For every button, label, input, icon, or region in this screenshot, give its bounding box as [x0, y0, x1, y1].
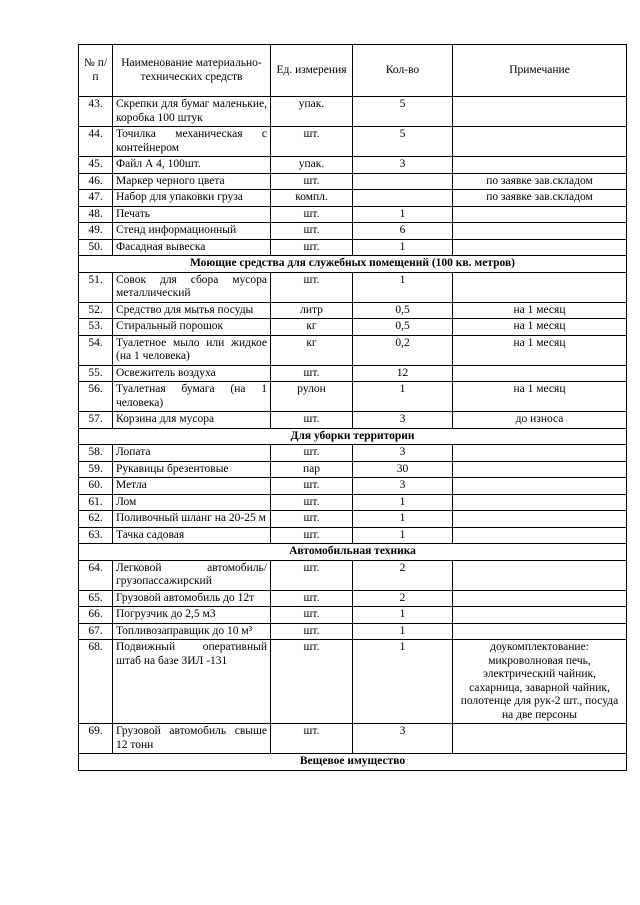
cell-note	[453, 527, 627, 544]
cell-name: Рукавицы брезентовые	[113, 461, 271, 478]
table-row	[79, 724, 627, 754]
cell-name: Подвижный оперативный штаб на базе ЗИЛ -131	[113, 640, 271, 724]
cell-unit: шт.	[271, 560, 353, 590]
cell-unit: упак.	[271, 157, 353, 174]
table-row	[79, 302, 627, 319]
section-row	[79, 754, 627, 771]
cell-note: на 1 месяц	[453, 302, 627, 319]
cell-note: по заявке зав.складом	[453, 173, 627, 190]
cell-qty: 1	[353, 640, 453, 724]
table-row	[79, 97, 627, 127]
cell-num: 52.	[79, 302, 113, 319]
cell-unit: шт.	[271, 511, 353, 528]
cell-name: Погрузчик до 2,5 м3	[113, 607, 271, 624]
cell-qty	[353, 173, 453, 190]
cell-num: 50.	[79, 239, 113, 256]
cell-unit: шт.	[271, 365, 353, 382]
cell-note	[453, 623, 627, 640]
cell-name: Корзина для мусора	[113, 412, 271, 429]
cell-name: Топливозаправщик до 10 м³	[113, 623, 271, 640]
cell-qty: 5	[353, 127, 453, 157]
cell-note	[453, 223, 627, 240]
cell-unit: шт.	[271, 607, 353, 624]
cell-unit: шт.	[271, 590, 353, 607]
cell-qty: 30	[353, 461, 453, 478]
cell-note	[453, 461, 627, 478]
cell-unit: упак.	[271, 97, 353, 127]
cell-qty: 2	[353, 560, 453, 590]
cell-name: Совок для сбора мусора металлический	[113, 272, 271, 302]
cell-num: 46.	[79, 173, 113, 190]
cell-qty: 1	[353, 239, 453, 256]
cell-name: Набор для упаковки груза	[113, 190, 271, 207]
cell-num: 48.	[79, 206, 113, 223]
cell-qty: 1	[353, 272, 453, 302]
header-num: № п/п	[79, 45, 113, 97]
table-header-row	[79, 45, 627, 97]
cell-note	[453, 127, 627, 157]
cell-note	[453, 511, 627, 528]
table-row	[79, 623, 627, 640]
materials-table	[78, 44, 627, 771]
cell-note	[453, 97, 627, 127]
cell-num: 54.	[79, 335, 113, 365]
header-name: Наименование материально-технических средств	[113, 45, 271, 97]
table-row	[79, 365, 627, 382]
cell-num: 58.	[79, 445, 113, 462]
cell-note: на 1 месяц	[453, 319, 627, 336]
cell-qty: 2	[353, 590, 453, 607]
table-row	[79, 190, 627, 207]
table-row	[79, 511, 627, 528]
cell-name: Стиральный порошок	[113, 319, 271, 336]
cell-unit: рулон	[271, 382, 353, 412]
cell-note	[453, 494, 627, 511]
cell-qty	[353, 190, 453, 207]
cell-qty: 1	[353, 494, 453, 511]
cell-unit: шт.	[271, 173, 353, 190]
cell-note	[453, 157, 627, 174]
section-title: Для уборки территории	[79, 428, 627, 445]
cell-name: Лом	[113, 494, 271, 511]
table-row	[79, 590, 627, 607]
table-row	[79, 494, 627, 511]
cell-qty: 1	[353, 511, 453, 528]
cell-unit: пар	[271, 461, 353, 478]
cell-note: на 1 месяц	[453, 335, 627, 365]
table-row	[79, 319, 627, 336]
cell-num: 68.	[79, 640, 113, 724]
cell-unit: шт.	[271, 623, 353, 640]
cell-name: Тачка садовая	[113, 527, 271, 544]
header-note: Примечание	[453, 45, 627, 97]
cell-note	[453, 445, 627, 462]
cell-qty: 3	[353, 412, 453, 429]
cell-num: 51.	[79, 272, 113, 302]
cell-num: 65.	[79, 590, 113, 607]
cell-unit: литр	[271, 302, 353, 319]
cell-note	[453, 239, 627, 256]
cell-name: Лопата	[113, 445, 271, 462]
cell-unit: шт.	[271, 478, 353, 495]
section-title: Моющие средства для служебных помещений (100 кв. метров)	[79, 256, 627, 273]
section-row	[79, 544, 627, 561]
cell-name: Освежитель воздуха	[113, 365, 271, 382]
cell-name: Печать	[113, 206, 271, 223]
table-row	[79, 412, 627, 429]
table-row	[79, 461, 627, 478]
cell-unit: шт.	[271, 724, 353, 754]
table-row	[79, 335, 627, 365]
cell-note	[453, 206, 627, 223]
cell-num: 47.	[79, 190, 113, 207]
cell-num: 55.	[79, 365, 113, 382]
section-row	[79, 256, 627, 273]
table-row	[79, 382, 627, 412]
cell-qty: 1	[353, 607, 453, 624]
table-row	[79, 223, 627, 240]
cell-qty: 1	[353, 206, 453, 223]
cell-name: Грузовой автомобиль свыше 12 тонн	[113, 724, 271, 754]
cell-num: 64.	[79, 560, 113, 590]
cell-num: 49.	[79, 223, 113, 240]
cell-qty: 5	[353, 97, 453, 127]
cell-qty: 1	[353, 527, 453, 544]
cell-unit: шт.	[271, 640, 353, 724]
table-row	[79, 560, 627, 590]
cell-qty: 6	[353, 223, 453, 240]
cell-qty: 0,5	[353, 319, 453, 336]
cell-qty: 3	[353, 724, 453, 754]
cell-unit: шт.	[271, 127, 353, 157]
cell-qty: 3	[353, 478, 453, 495]
cell-name: Файл А 4, 100шт.	[113, 157, 271, 174]
cell-unit: кг	[271, 335, 353, 365]
cell-note	[453, 365, 627, 382]
cell-name: Маркер черного цвета	[113, 173, 271, 190]
cell-qty: 12	[353, 365, 453, 382]
cell-unit: шт.	[271, 223, 353, 240]
cell-name: Грузовой автомобиль до 12т	[113, 590, 271, 607]
cell-num: 43.	[79, 97, 113, 127]
cell-name: Стенд информационный	[113, 223, 271, 240]
cell-qty: 1	[353, 623, 453, 640]
cell-note: доукомплектование: микроволновая печь, электрический чайник, сахарница, заварной чайник, полотенце для рук-2 шт., посуда на две персоны	[453, 640, 627, 724]
table-row	[79, 445, 627, 462]
cell-name: Скрепки для бумаг маленькие, коробка 100 штук	[113, 97, 271, 127]
cell-note: до износа	[453, 412, 627, 429]
table-row	[79, 239, 627, 256]
cell-num: 45.	[79, 157, 113, 174]
table-row	[79, 157, 627, 174]
cell-note	[453, 272, 627, 302]
cell-num: 53.	[79, 319, 113, 336]
cell-num: 69.	[79, 724, 113, 754]
cell-num: 44.	[79, 127, 113, 157]
table-row	[79, 206, 627, 223]
cell-name: Точилка механическая с контейнером	[113, 127, 271, 157]
cell-unit: шт.	[271, 445, 353, 462]
header-unit: Ед. измерения	[271, 45, 353, 97]
cell-qty: 1	[353, 382, 453, 412]
table-row	[79, 478, 627, 495]
table-row	[79, 272, 627, 302]
table-body	[79, 97, 627, 771]
cell-note	[453, 560, 627, 590]
cell-name: Туалетная бумага (на 1 человека)	[113, 382, 271, 412]
cell-qty: 0,2	[353, 335, 453, 365]
cell-num: 56.	[79, 382, 113, 412]
cell-unit: кг	[271, 319, 353, 336]
cell-num: 61.	[79, 494, 113, 511]
cell-qty: 3	[353, 445, 453, 462]
cell-qty: 3	[353, 157, 453, 174]
table-row	[79, 527, 627, 544]
cell-note	[453, 724, 627, 754]
cell-note: по заявке зав.складом	[453, 190, 627, 207]
table-row	[79, 607, 627, 624]
table-row	[79, 173, 627, 190]
cell-num: 59.	[79, 461, 113, 478]
cell-note	[453, 607, 627, 624]
section-title: Автомобильная техника	[79, 544, 627, 561]
cell-note	[453, 590, 627, 607]
cell-unit: шт.	[271, 412, 353, 429]
cell-unit: шт.	[271, 206, 353, 223]
header-qty: Кол-во	[353, 45, 453, 97]
cell-name: Метла	[113, 478, 271, 495]
table-row	[79, 640, 627, 724]
section-row	[79, 428, 627, 445]
cell-unit: шт.	[271, 272, 353, 302]
cell-name: Поливочный шланг на 20-25 м	[113, 511, 271, 528]
cell-unit: шт.	[271, 494, 353, 511]
cell-unit: компл.	[271, 190, 353, 207]
section-title: Вещевое имущество	[79, 754, 627, 771]
table-row	[79, 127, 627, 157]
cell-name: Фасадная вывеска	[113, 239, 271, 256]
cell-num: 66.	[79, 607, 113, 624]
cell-num: 62.	[79, 511, 113, 528]
cell-note	[453, 478, 627, 495]
cell-unit: шт.	[271, 527, 353, 544]
cell-num: 67.	[79, 623, 113, 640]
cell-num: 60.	[79, 478, 113, 495]
cell-num: 57.	[79, 412, 113, 429]
cell-qty: 0,5	[353, 302, 453, 319]
cell-name: Средство для мытья посуды	[113, 302, 271, 319]
cell-unit: шт.	[271, 239, 353, 256]
cell-num: 63.	[79, 527, 113, 544]
cell-name: Туалетное мыло или жидкое (на 1 человека)	[113, 335, 271, 365]
cell-note: на 1 месяц	[453, 382, 627, 412]
cell-name: Легковой автомобиль/ грузопассажирский	[113, 560, 271, 590]
